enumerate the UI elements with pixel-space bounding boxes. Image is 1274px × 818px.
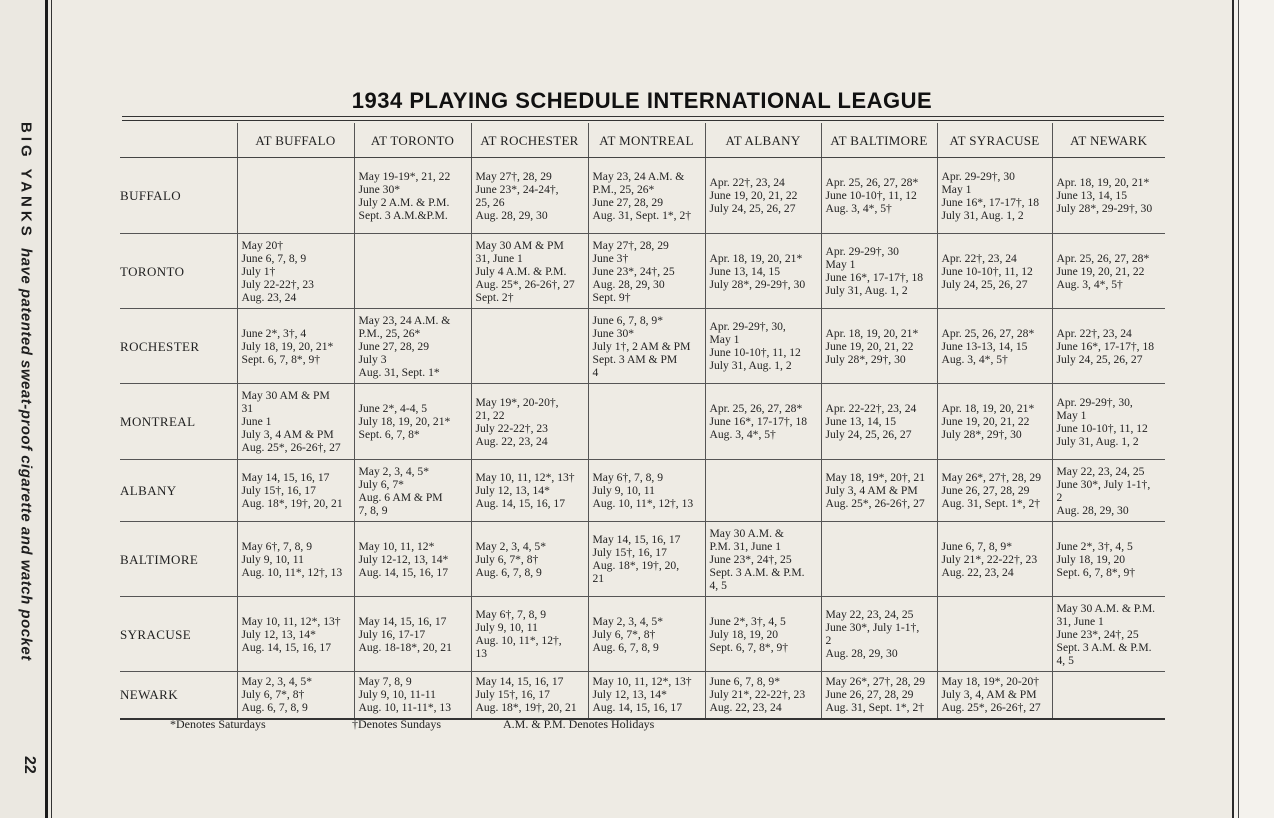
legend-sundays: †Denotes Sundays xyxy=(352,717,441,731)
schedule-cell: June 6, 7, 8, 9* June 30* July 1†, 2 AM & PM Sept. 3 AM & PM 4 xyxy=(588,309,705,384)
column-header: AT BUFFALO xyxy=(237,123,354,158)
table-row xyxy=(120,522,1165,597)
page-number: 22 xyxy=(21,756,38,774)
schedule-cell: May 2, 3, 4, 5* July 6, 7*, 8† Aug. 6, 7, 8, 9 xyxy=(588,597,705,672)
header-row xyxy=(120,123,1165,158)
schedule-cell: June 2*, 3†, 4 July 18, 19, 20, 21* Sept. 6, 7, 8*, 9† xyxy=(237,309,354,384)
row-team-label: MONTREAL xyxy=(120,384,237,460)
corner-cell xyxy=(120,123,237,158)
schedule-cell: May 2, 3, 4, 5* July 6, 7*, 8† Aug. 6, 7, 8, 9 xyxy=(471,522,588,597)
margin-rule-thin xyxy=(51,0,52,818)
schedule-cell: Apr. 29-29†, 30, May 1 June 10-10†, 11, 12 July 31, Aug. 1, 2 xyxy=(705,309,821,384)
schedule-cell: May 30 AM & PM 31, June 1 July 4 A.M. & P.M. Aug. 25*, 26-26†, 27 Sept. 2† xyxy=(471,234,588,309)
schedule-cell: Apr. 25, 26, 27, 28* June 13-13, 14, 15 Aug. 3, 4*, 5† xyxy=(937,309,1052,384)
schedule-cell xyxy=(237,158,354,234)
schedule-cell: Apr. 29-29†, 30 May 1 June 16*, 17-17†, 18 July 31, Aug. 1, 2 xyxy=(937,158,1052,234)
row-team-label: BALTIMORE xyxy=(120,522,237,597)
schedule-cell xyxy=(588,384,705,460)
row-team-label: ALBANY xyxy=(120,460,237,522)
schedule-cell: May 22, 23, 24, 25 June 30*, July 1-1†, 2 Aug. 28, 29, 30 xyxy=(1052,460,1165,522)
schedule-cell: May 30 A.M. & P.M. 31, June 1 June 23*, 24†, 25 Sept. 3 A.M. & P.M. 4, 5 xyxy=(705,522,821,597)
schedule-cell: Apr. 22†, 23, 24 June 19, 20, 21, 22 July 24, 25, 26, 27 xyxy=(705,158,821,234)
schedule-cell: May 10, 11, 12*, 13† July 12, 13, 14* Aug. 14, 15, 16, 17 xyxy=(237,597,354,672)
schedule-cell: May 10, 11, 12*, 13† July 12, 13, 14* Aug. 14, 15, 16, 17 xyxy=(588,672,705,719)
schedule-cell: May 20† June 6, 7, 8, 9 July 1† July 22-22†, 23 Aug. 23, 24 xyxy=(237,234,354,309)
table-row xyxy=(120,597,1165,672)
table-row xyxy=(120,460,1165,522)
schedule-cell: June 2*, 3†, 4, 5 July 18, 19, 20 Sept. 6, 7, 8*, 9† xyxy=(1052,522,1165,597)
schedule-cell: May 18, 19*, 20†, 21 July 3, 4 AM & PM Aug. 25*, 26-26†, 27 xyxy=(821,460,937,522)
schedule-cell: May 2, 3, 4, 5* July 6, 7*, 8† Aug. 6, 7, 8, 9 xyxy=(237,672,354,719)
schedule-cell: Apr. 18, 19, 20, 21* June 19, 20, 21, 22 July 28*, 29†, 30 xyxy=(937,384,1052,460)
schedule-cell xyxy=(1052,672,1165,719)
schedule-cell: Apr. 25, 26, 27, 28* June 19, 20, 21, 22 Aug. 3, 4*, 5† xyxy=(1052,234,1165,309)
schedule-cell: May 10, 11, 12*, 13† July 12, 13, 14* Aug. 14, 15, 16, 17 xyxy=(471,460,588,522)
schedule-cell: May 26*, 27†, 28, 29 June 26, 27, 28, 29 Aug. 31, Sept. 1*, 2† xyxy=(821,672,937,719)
schedule-cell xyxy=(354,234,471,309)
margin-slogan: have patented sweat-proof cigarette and watch pocket xyxy=(17,247,35,661)
schedule-cell xyxy=(471,309,588,384)
schedule-cell: May 30 A.M. & P.M. 31, June 1 June 23*, 24†, 25 Sept. 3 A.M. & P.M. 4, 5 xyxy=(1052,597,1165,672)
schedule-cell: June 6, 7, 8, 9* July 21*, 22-22†, 23 Aug. 22, 23, 24 xyxy=(937,522,1052,597)
table-row xyxy=(120,234,1165,309)
page-title: 1934 PLAYING SCHEDULE INTERNATIONAL LEAGUE xyxy=(351,88,933,113)
schedule-cell: May 14, 15, 16, 17 July 15†, 16, 17 Aug. 18*, 19†, 20, 21 xyxy=(471,672,588,719)
row-team-label: TORONTO xyxy=(120,234,237,309)
margin-brand: BIG YANKS xyxy=(17,122,35,240)
schedule-cell: Apr. 18, 19, 20, 21* June 13, 14, 15 July 28*, 29-29†, 30 xyxy=(1052,158,1165,234)
table-row xyxy=(120,309,1165,384)
schedule-cell: May 6†, 7, 8, 9 July 9, 10, 11 Aug. 10, 11*, 12†, 13 xyxy=(237,522,354,597)
schedule-cell: May 22, 23, 24, 25 June 30*, July 1-1†, 2 Aug. 28, 29, 30 xyxy=(821,597,937,672)
schedule-cell: Apr. 29-29†, 30 May 1 June 16*, 17-17†, 18 July 31, Aug. 1, 2 xyxy=(821,234,937,309)
schedule-cell: May 23, 24 A.M. & P.M., 25, 26* June 27, 28, 29 Aug. 31, Sept. 1*, 2† xyxy=(588,158,705,234)
table-row xyxy=(120,672,1165,719)
column-header: AT NEWARK xyxy=(1052,123,1165,158)
schedule-cell: May 14, 15, 16, 17 July 15†, 16, 17 Aug. 18*, 19†, 20, 21 xyxy=(237,460,354,522)
schedule-cell: Apr. 22†, 23, 24 June 16*, 17-17†, 18 July 24, 25, 26, 27 xyxy=(1052,309,1165,384)
column-header: AT ROCHESTER xyxy=(471,123,588,158)
title-rule xyxy=(122,120,1164,121)
column-header: AT SYRACUSE xyxy=(937,123,1052,158)
schedule-cell: June 6, 7, 8, 9* July 21*, 22-22†, 23 Aug. 22, 23, 24 xyxy=(705,672,821,719)
column-header: AT TORONTO xyxy=(354,123,471,158)
schedule-cell: May 10, 11, 12* July 12-12, 13, 14* Aug. 14, 15, 16, 17 xyxy=(354,522,471,597)
right-rule-thick xyxy=(1232,0,1234,818)
legend-holidays: A.M. & P.M. Denotes Holidays xyxy=(503,717,655,731)
schedule-cell: May 6†, 7, 8, 9 July 9, 10, 11 Aug. 10, 11*, 12†, 13 xyxy=(471,597,588,672)
schedule-cell: May 30 AM & PM 31 June 1 July 3, 4 AM & PM Aug. 25*, 26-26†, 27 xyxy=(237,384,354,460)
schedule-cell: Apr. 25, 26, 27, 28* June 10-10†, 11, 12 Aug. 3, 4*, 5† xyxy=(821,158,937,234)
schedule-cell: Apr. 18, 19, 20, 21* June 19, 20, 21, 22 July 28*, 29†, 30 xyxy=(821,309,937,384)
schedule-cell xyxy=(705,460,821,522)
schedule-cell: May 19-19*, 21, 22 June 30* July 2 A.M. & P.M. Sept. 3 A.M.&P.M. xyxy=(354,158,471,234)
schedule-cell: May 6†, 7, 8, 9 July 9, 10, 11 Aug. 10, 11*, 12†, 13 xyxy=(588,460,705,522)
column-header: AT BALTIMORE xyxy=(821,123,937,158)
legend-saturdays: *Denotes Saturdays xyxy=(170,717,266,731)
schedule-cell: June 2*, 4-4, 5 July 18, 19, 20, 21* Sept. 6, 7, 8* xyxy=(354,384,471,460)
schedule-cell: May 27†, 28, 29 June 23*, 24-24†, 25, 26 Aug. 28, 29, 30 xyxy=(471,158,588,234)
row-team-label: NEWARK xyxy=(120,672,237,719)
schedule-cell: Apr. 29-29†, 30, May 1 June 10-10†, 11, 12 July 31, Aug. 1, 2 xyxy=(1052,384,1165,460)
schedule-cell xyxy=(821,522,937,597)
schedule-cell: May 23, 24 A.M. & P.M., 25, 26* June 27, 28, 29 July 3 Aug. 31, Sept. 1* xyxy=(354,309,471,384)
row-team-label: ROCHESTER xyxy=(120,309,237,384)
schedule-cell: May 18, 19*, 20-20† July 3, 4, AM & PM Aug. 25*, 26-26†, 27 xyxy=(937,672,1052,719)
schedule-cell: Apr. 22-22†, 23, 24 June 13, 14, 15 July 24, 25, 26, 27 xyxy=(821,384,937,460)
schedule-cell: Apr. 18, 19, 20, 21* June 13, 14, 15 July 28*, 29-29†, 30 xyxy=(705,234,821,309)
margin-advertisement xyxy=(6,122,46,682)
schedule-cell xyxy=(937,597,1052,672)
schedule-cell: May 19*, 20-20†, 21, 22 July 22-22†, 23 Aug. 22, 23, 24 xyxy=(471,384,588,460)
schedule-cell: June 2*, 3†, 4, 5 July 18, 19, 20 Sept. 6, 7, 8*, 9† xyxy=(705,597,821,672)
schedule-table xyxy=(120,123,1165,720)
schedule-cell: May 7, 8, 9 July 9, 10, 11-11 Aug. 10, 11-11*, 13 xyxy=(354,672,471,719)
schedule-cell: May 27†, 28, 29 June 3† June 23*, 24†, 25 Aug. 28, 29, 30 Sept. 9† xyxy=(588,234,705,309)
row-team-label: BUFFALO xyxy=(120,158,237,234)
column-header: AT ALBANY xyxy=(705,123,821,158)
schedule-cell: Apr. 22†, 23, 24 June 10-10†, 11, 12 July 24, 25, 26, 27 xyxy=(937,234,1052,309)
schedule-cell: May 2, 3, 4, 5* July 6, 7* Aug. 6 AM & PM 7, 8, 9 xyxy=(354,460,471,522)
column-header: AT MONTREAL xyxy=(588,123,705,158)
schedule-cell: May 26*, 27†, 28, 29 June 26, 27, 28, 29 Aug. 31, Sept. 1*, 2† xyxy=(937,460,1052,522)
schedule-cell: May 14, 15, 16, 17 July 15†, 16, 17 Aug. 18*, 19†, 20, 21 xyxy=(588,522,705,597)
row-team-label: SYRACUSE xyxy=(120,597,237,672)
right-rule-thin xyxy=(1238,0,1239,818)
schedule-cell: Apr. 25, 26, 27, 28* June 16*, 17-17†, 18 Aug. 3, 4*, 5† xyxy=(705,384,821,460)
table-row xyxy=(120,158,1165,234)
table-row xyxy=(120,384,1165,460)
schedule-cell: May 14, 15, 16, 17 July 16, 17-17 Aug. 18-18*, 20, 21 xyxy=(354,597,471,672)
title-rule xyxy=(122,116,1164,117)
